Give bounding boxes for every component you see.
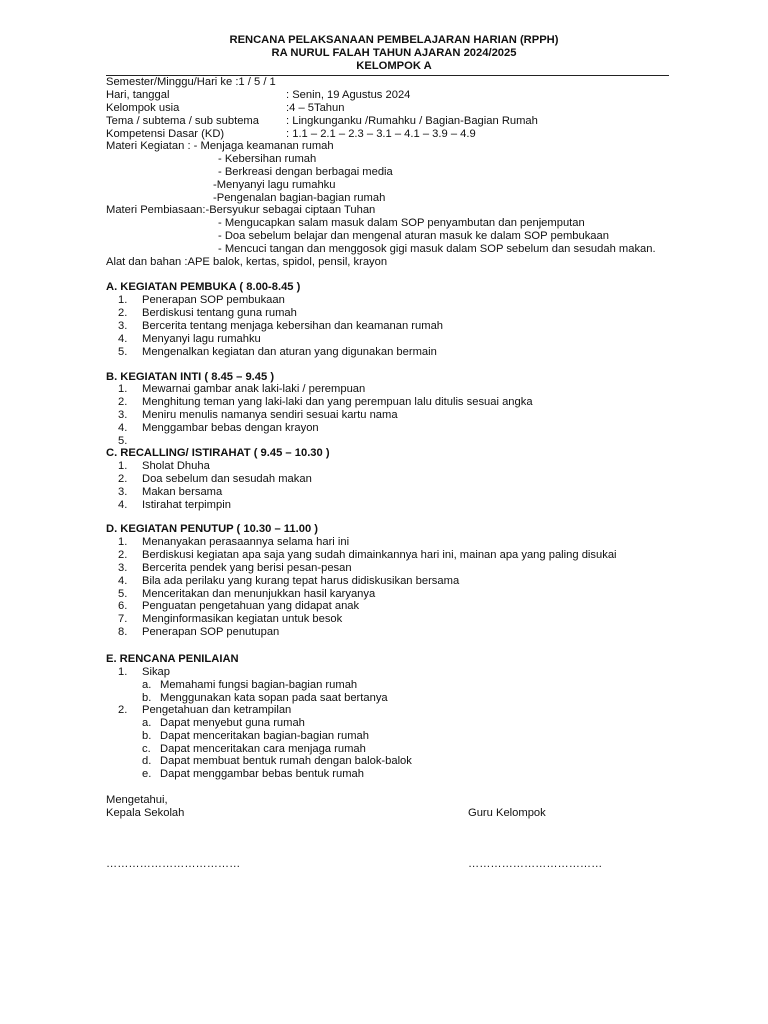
info-label: Kelompok usia [106, 102, 180, 114]
materi-pembiasaan-item: - Mencuci tangan dan menggosok gigi masuk dalam SOP sebelum dan sesudah makan. [218, 243, 656, 255]
section-d-title: D. KEGIATAN PENUTUP ( 10.30 – 11.00 ) [106, 523, 319, 535]
materi-kegiatan-item: - Berkreasi dengan berbagai media [218, 166, 393, 178]
section-a-title: A. KEGIATAN PEMBUKA ( 8.00-8.45 ) [106, 281, 301, 293]
info-label: Semester/Minggu/Hari ke :1 / 5 / 1 [106, 76, 276, 88]
info-value: : 1.1 – 2.1 – 2.3 – 3.1 – 4.1 – 3.9 – 4.9 [286, 128, 476, 140]
info-label: Hari, tanggal [106, 89, 170, 101]
document-page: RENCANA PELAKSANAAN PEMBELAJARAN HARIAN (RPPH) RA NURUL FALAH TAHUN AJARAN 2024/2025 KELOMPOK A Semester/Minggu/Hari ke :1 / 5 / 1 Hari, tanggal : Senin, 19 Agustus 2024 Kelompok usia :4 – 5Tahun Tema / subtema / sub subtema : Lingkunganku /Rumahku / Bagian-Bagian Rumah Kompetensi Dasar (KD) : 1.1 – 2.1 – 2.3 – 3.1 – 4.1 – 3.9 – 4.9 Materi Kegiatan : - Menjaga keamanan rumah - Kebersihan rumah - Berkreasi dengan berbagai media -Menyanyi lagu rumahku -Pengenalan bagian-bagian rumah Materi Pembiasaan:-Bersyukur sebagai ciptaan Tuhan - Mengucapkan salam masuk dalam SOP penyambutan dan penjemputan - Doa sebelum belajar dan mengenal aturan masuk ke dalam SOP pembukaan - Mencuci tangan dan menggosok gigi masuk dalam SOP sebelum dan sesudah makan. Alat dan bahan :APE balok, kertas, spidol, pensil, krayon A. KEGIATAN PEMBUKA ( 8.00-8.45 ) 1. Penerapan SOP pembukaan 2. Berdiskusi tentang guna rumah 3. Bercerita tentang menjaga kebersihan dan keamanan rumah 4. Menyanyi lagu rumahku 5. Mengenalkan kegiatan dan aturan yang digunakan bermain B. KEGIATAN INTI ( 8.45 – 9.45 ) 1. Mewarnai gambar anak laki-laki / perempuan 2. Menghitung teman yang laki-laki dan yang perempuan lalu ditulis sesuai angka 3. Meniru menulis namanya sendiri sesuai kartu nama 4. Menggambar bebas dengan krayon 5. C. RECALLING/ ISTIRAHAT ( 9.45 – 10.30 ) 1. Sholat Dhuha 2. Doa sebelum dan sesudah makan 3. Makan bersama 4. Istirahat terpimpin D. KEGIATAN PENUTUP ( 10.30 – 11.00 ) 1. Menanyakan perasaannya selama hari ini 2. Berdiskusi kegiatan apa saja yang sudah dimainkannya hari ini, mainan apa yang paling disukai 3. Bercerita pendek yang berisi pesan-pesan 4. Bila ada perilaku yang kurang tepat harus didiskusikan bersama 5. Menceritakan dan menunjukkan hasil karyanya 6. Penguatan pengetahuan yang didapat anak 7. Menginformasikan kegiatan untuk besok 8. Penerapan SOP penutupan E. RENCANA PENILAIAN 1. Sikap a. Memahami fungsi bagian-bagian rumah b. Menggunakan kata sopan pada saat bertanya 2. Pengetahuan dan ketrampilan a. Dapat menyebut guna rumah b. Dapat menceritakan bagian-bagian rumah c. Dapat menceritakan cara menjaga rumah d. Dapat membuat bentuk rumah dengan balok-balok e. Dapat menggambar bebas bentuk rumah Mengetahui, Kepala Sekolah Guru Kelompok ……………………………… ……………………………… [0, 0, 768, 1024]
section-b-title: B. KEGIATAN INTI ( 8.45 – 9.45 ) [106, 371, 275, 383]
header-title: RENCANA PELAKSANAAN PEMBELAJARAN HARIAN (RPPH) [229, 34, 559, 46]
info-label: Tema / subtema / sub subtema [106, 115, 259, 127]
signature-line-right: ……………………………… [468, 858, 603, 870]
materi-pembiasaan-label: Materi Pembiasaan:-Bersyukur sebagai ciptaan Tuhan [106, 204, 376, 216]
materi-kegiatan-item: - Kebersihan rumah [218, 153, 317, 165]
section-e-title: E. RENCANA PENILAIAN [106, 653, 239, 665]
header-school: RA NURUL FALAH TAHUN AJARAN 2024/2025 [271, 47, 517, 59]
materi-kegiatan-label: Materi Kegiatan : - Menjaga keamanan rumah [106, 140, 334, 152]
document-header [0, 34, 768, 73]
materi-pembiasaan-item: - Mengucapkan salam masuk dalam SOP penyambutan dan penjemputan [218, 217, 585, 229]
kepala-sekolah-label: Kepala Sekolah [106, 807, 185, 819]
info-label: Kompetensi Dasar (KD) [106, 128, 225, 140]
materi-kegiatan-item: -Menyanyi lagu rumahku [213, 179, 336, 191]
materi-kegiatan-item: -Pengenalan bagian-bagian rumah [213, 192, 386, 204]
mengetahui-label: Mengetahui, [106, 794, 168, 806]
alat-bahan: Alat dan bahan :APE balok, kertas, spidol, pensil, krayon [106, 256, 388, 268]
header-group: KELOMPOK A [356, 60, 432, 72]
info-value: : Lingkunganku /Rumahku / Bagian-Bagian Rumah [286, 115, 538, 127]
signature-line-left: ……………………………… [106, 858, 241, 870]
info-value: : Senin, 19 Agustus 2024 [286, 89, 411, 101]
section-c-title: C. RECALLING/ ISTIRAHAT ( 9.45 – 10.30 ) [106, 447, 330, 459]
guru-kelompok-label: Guru Kelompok [468, 807, 546, 819]
info-value: :4 – 5Tahun [286, 102, 345, 114]
materi-pembiasaan-item: - Doa sebelum belajar dan mengenal aturan masuk ke dalam SOP pembukaan [218, 230, 609, 242]
